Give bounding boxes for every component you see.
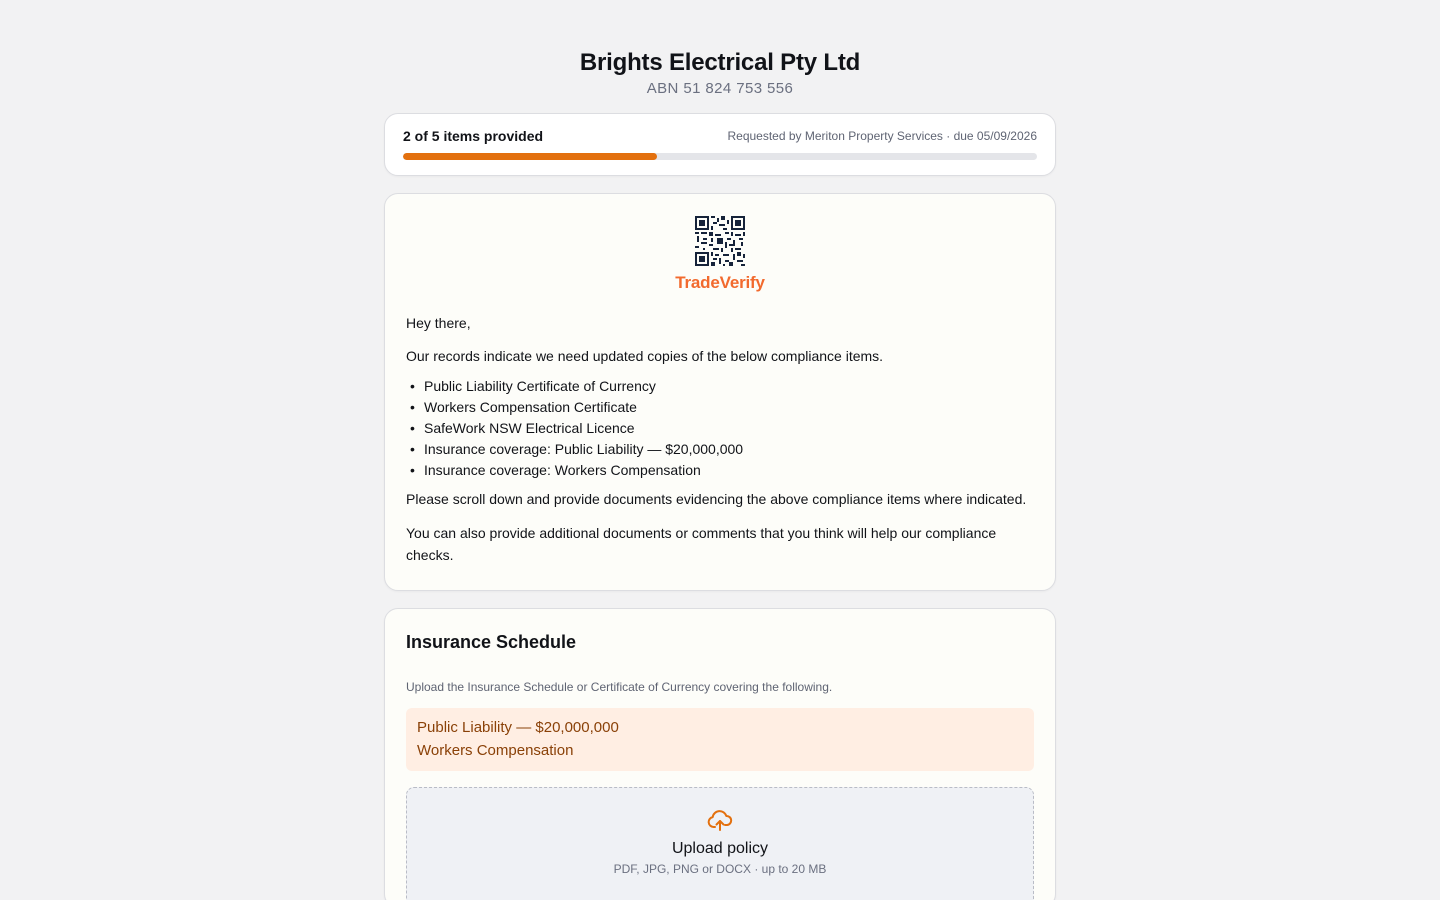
- page: [384, 0, 1056, 900]
- progress-bar: [403, 153, 1037, 160]
- section-title: Insurance Schedule: [406, 632, 577, 652]
- qr-code-icon: [695, 216, 745, 266]
- coverage-requirements: [406, 708, 1034, 771]
- progress-card: [384, 113, 1056, 176]
- list-item: • Workers Compensation Certificate: [406, 397, 1034, 418]
- instruction-text: Please scroll down and provide documents evidencing the above compliance items where indicated.: [406, 491, 1027, 507]
- greeting: Hey there,: [406, 315, 471, 331]
- request-meta: Requested by Meriton Property Services · due 05/09/2026: [727, 129, 1037, 143]
- page-header: [384, 48, 1056, 97]
- list-item: • Public Liability Certificate of Currency: [406, 376, 1034, 397]
- coverage-item: Workers Compensation: [417, 742, 574, 759]
- brand-name: TradeVerify: [675, 273, 765, 292]
- compliance-items-list: [406, 376, 1034, 481]
- brand-logo: [406, 216, 1034, 293]
- insurance-schedule-card: [384, 608, 1056, 900]
- upload-dropzone[interactable]: [406, 787, 1034, 900]
- list-item: • Insurance coverage: Public Liability — $20,000,000: [406, 439, 1034, 460]
- progress-bar-fill: [403, 153, 657, 160]
- list-item: • Insurance coverage: Workers Compensation: [406, 460, 1034, 481]
- coverage-item: Public Liability — $20,000,000: [417, 719, 619, 736]
- intro-lead: Our records indicate we need updated copies of the below compliance items.: [406, 348, 884, 364]
- additional-text: You can also provide additional documents or comments that you think will help our compliance checks.: [406, 525, 997, 563]
- intro-card: [384, 193, 1056, 591]
- progress-count: 2 of 5 items provided: [403, 128, 544, 144]
- cloud-upload-icon: [707, 810, 733, 832]
- upload-title: Upload policy: [671, 840, 769, 857]
- section-description: Upload the Insurance Schedule or Certificate of Currency covering the following.: [406, 680, 833, 694]
- upload-hint: PDF, JPG, PNG or DOCX · up to 20 MB: [613, 862, 827, 876]
- company-name: Brights Electrical Pty Ltd: [579, 49, 861, 76]
- list-item: • SafeWork NSW Electrical Licence: [406, 418, 1034, 439]
- company-abn: ABN 51 824 753 556: [646, 80, 794, 97]
